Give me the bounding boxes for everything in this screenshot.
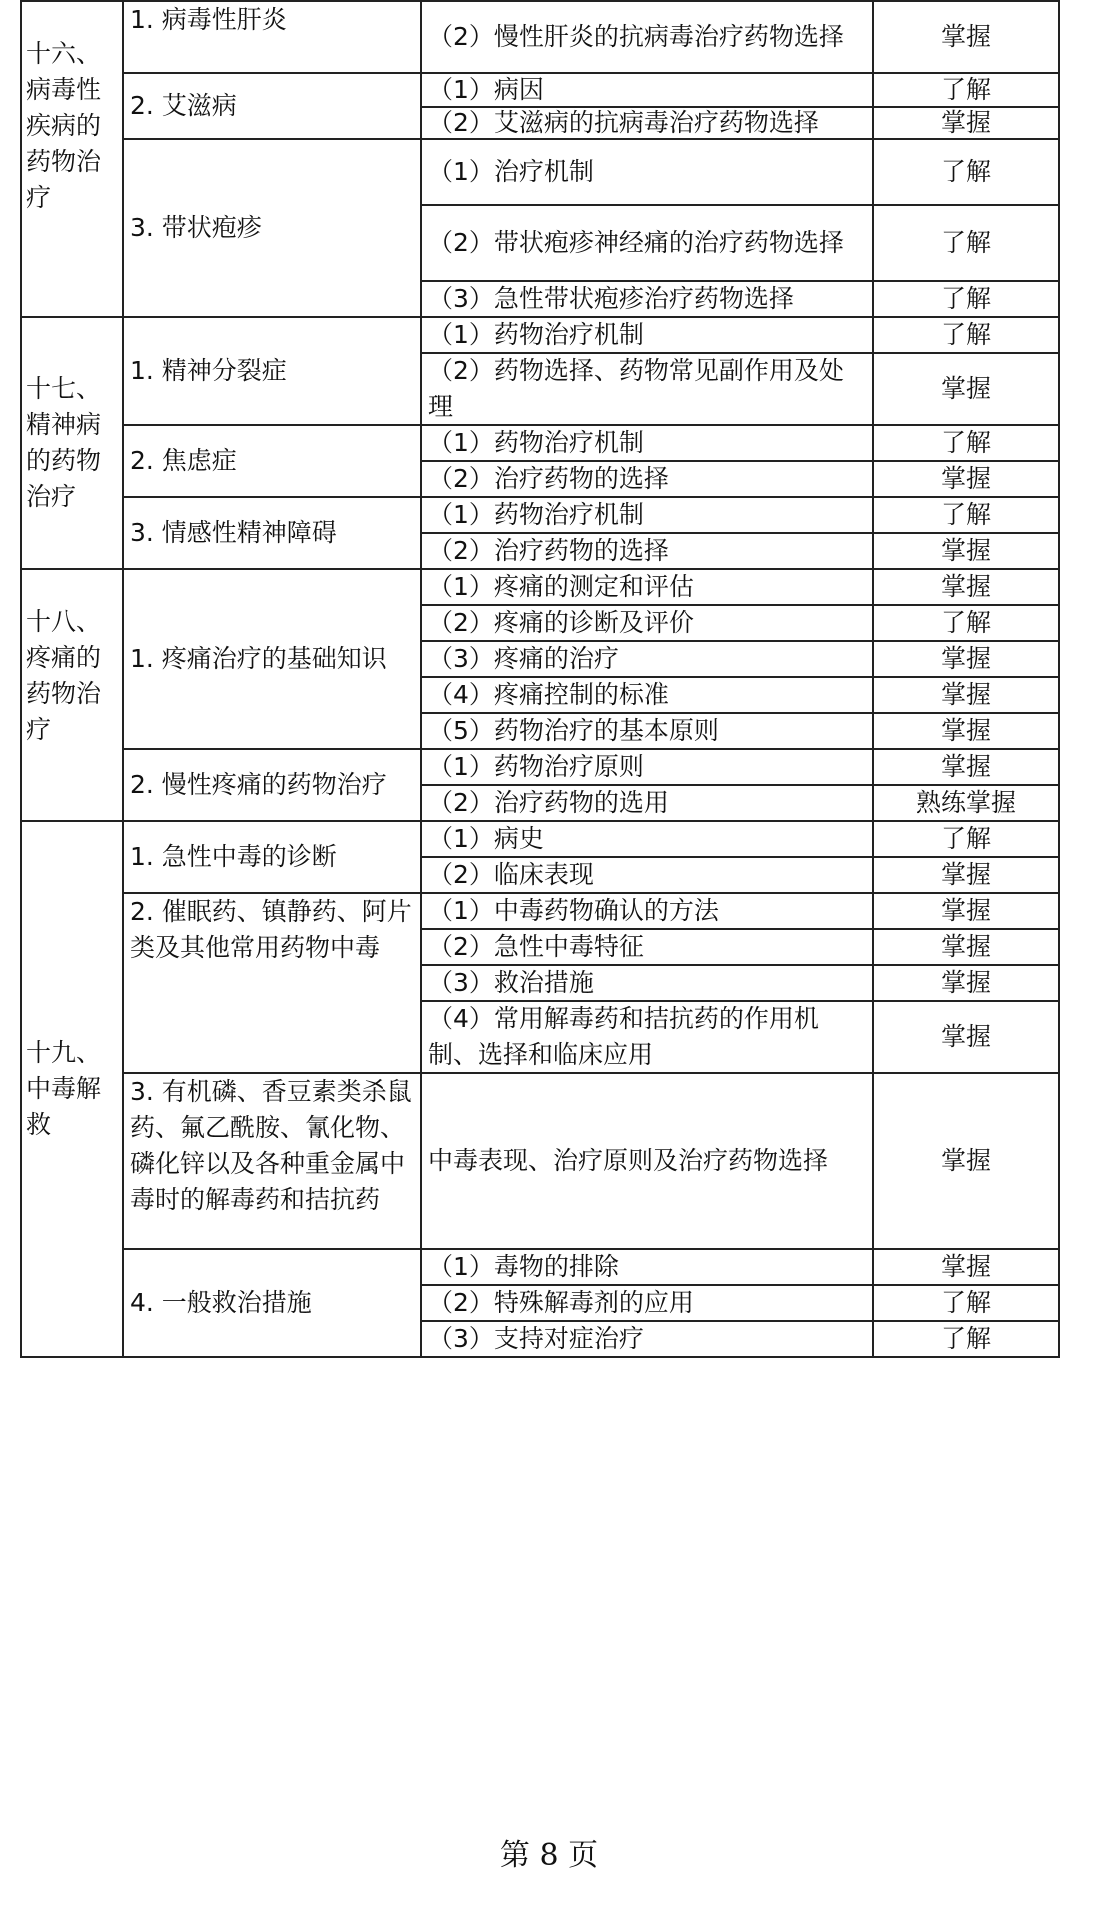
item-text: （2）药物选择、药物常见副作用及处理 xyxy=(420,352,874,426)
mastery-level: 了解 xyxy=(872,604,1060,642)
item-text: （2）治疗药物的选用 xyxy=(420,784,874,822)
mastery-level: 了解 xyxy=(872,1320,1060,1358)
mastery-level: 掌握 xyxy=(872,352,1060,426)
mastery-level: 了解 xyxy=(872,820,1060,858)
item-text: （1）中毒药物确认的方法 xyxy=(420,892,874,930)
mastery-level: 掌握 xyxy=(872,460,1060,498)
item-text: （5）药物治疗的基本原则 xyxy=(420,712,874,750)
topic-title: 3. 有机磷、香豆素类杀鼠药、氟乙酰胺、氰化物、磷化锌以及各种重金属中毒时的解毒药和拮抗药 xyxy=(122,1072,422,1250)
item-text: （1）疼痛的测定和评估 xyxy=(420,568,874,606)
mastery-level: 掌握 xyxy=(872,928,1060,966)
mastery-level: 掌握 xyxy=(872,640,1060,678)
item-text: 中毒表现、治疗原则及治疗药物选择 xyxy=(420,1072,874,1250)
mastery-level: 掌握 xyxy=(872,106,1060,140)
item-text: （2）治疗药物的选择 xyxy=(420,532,874,570)
item-text: （2）艾滋病的抗病毒治疗药物选择 xyxy=(420,106,874,140)
mastery-level: 掌握 xyxy=(872,532,1060,570)
page-number: 第 8 页 xyxy=(499,1838,599,1873)
topic-title: 3. 情感性精神障碍 xyxy=(122,496,422,570)
mastery-level: 了解 xyxy=(872,72,1060,108)
mastery-level: 掌握 xyxy=(872,748,1060,786)
item-text: （1）药物治疗原则 xyxy=(420,748,874,786)
mastery-level: 了解 xyxy=(872,496,1060,534)
mastery-level: 了解 xyxy=(872,316,1060,354)
item-text: （2）疼痛的诊断及评价 xyxy=(420,604,874,642)
mastery-level: 了解 xyxy=(872,138,1060,206)
mastery-level: 掌握 xyxy=(872,0,1060,74)
mastery-level: 掌握 xyxy=(872,1000,1060,1074)
item-text: （1）病史 xyxy=(420,820,874,858)
item-text: （1）药物治疗机制 xyxy=(420,424,874,462)
topic-title: 3. 带状疱疹 xyxy=(122,138,422,318)
mastery-level: 掌握 xyxy=(872,676,1060,714)
item-text: （2）急性中毒特征 xyxy=(420,928,874,966)
mastery-level: 掌握 xyxy=(872,892,1060,930)
mastery-level: 掌握 xyxy=(872,856,1060,894)
mastery-level: 掌握 xyxy=(872,568,1060,606)
topic-title: 2. 慢性疼痛的药物治疗 xyxy=(122,748,422,822)
chapter-title: 十八、疼痛的药物治疗 xyxy=(20,568,124,822)
item-text: （2）慢性肝炎的抗病毒治疗药物选择 xyxy=(420,0,874,74)
topic-title: 2. 焦虑症 xyxy=(122,424,422,498)
topic-title: 1. 急性中毒的诊断 xyxy=(122,820,422,894)
chapter-title: 十九、中毒解救 xyxy=(20,820,124,1358)
mastery-level: 掌握 xyxy=(872,964,1060,1002)
item-text: （1）病因 xyxy=(420,72,874,108)
item-text: （4）疼痛控制的标准 xyxy=(420,676,874,714)
mastery-level: 掌握 xyxy=(872,1248,1060,1286)
topic-title: 1. 疼痛治疗的基础知识 xyxy=(122,568,422,750)
item-text: （2）带状疱疹神经痛的治疗药物选择 xyxy=(420,204,874,282)
topic-title: 2. 催眠药、镇静药、阿片类及其他常用药物中毒 xyxy=(122,892,422,1074)
item-text: （4）常用解毒药和拮抗药的作用机制、选择和临床应用 xyxy=(420,1000,874,1074)
item-text: （1）药物治疗机制 xyxy=(420,316,874,354)
topic-title: 4. 一般救治措施 xyxy=(122,1248,422,1358)
chapter-title: 十六、病毒性疾病的药物治疗 xyxy=(20,0,124,318)
mastery-level: 了解 xyxy=(872,424,1060,462)
mastery-level: 掌握 xyxy=(872,712,1060,750)
item-text: （1）药物治疗机制 xyxy=(420,496,874,534)
item-text: （1）毒物的排除 xyxy=(420,1248,874,1286)
item-text: （3）救治措施 xyxy=(420,964,874,1002)
item-text: （3）支持对症治疗 xyxy=(420,1320,874,1358)
topic-title: 1. 精神分裂症 xyxy=(122,316,422,426)
mastery-level: 掌握 xyxy=(872,1072,1060,1250)
topic-title: 2. 艾滋病 xyxy=(122,72,422,140)
mastery-level: 了解 xyxy=(872,204,1060,282)
chapter-title: 十七、精神病的药物治疗 xyxy=(20,316,124,570)
item-text: （2）临床表现 xyxy=(420,856,874,894)
item-text: （3）疼痛的治疗 xyxy=(420,640,874,678)
mastery-level: 了解 xyxy=(872,1284,1060,1322)
item-text: （2）治疗药物的选择 xyxy=(420,460,874,498)
mastery-level: 熟练掌握 xyxy=(872,784,1060,822)
item-text: （3）急性带状疱疹治疗药物选择 xyxy=(420,280,874,318)
item-text: （2）特殊解毒剂的应用 xyxy=(420,1284,874,1322)
topic-title: 1. 病毒性肝炎 xyxy=(122,0,422,74)
item-text: （1）治疗机制 xyxy=(420,138,874,206)
mastery-level: 了解 xyxy=(872,280,1060,318)
